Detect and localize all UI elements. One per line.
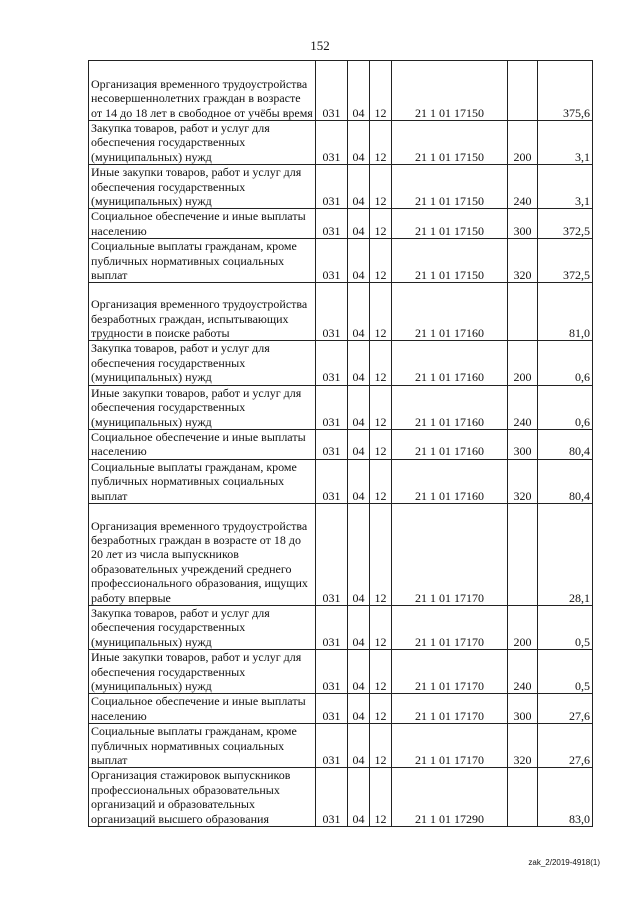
expense-type-cell <box>508 61 538 121</box>
table-row <box>89 121 593 165</box>
expense-name-cell: Организация временного трудоустройства несовершеннолетних граждан в возрасте от 14 до 18 лет в свободное от учёбы время <box>89 61 316 121</box>
expense-name-cell: Социальные выплаты гражданам, кроме публичных нормативных социальных выплат <box>89 239 316 283</box>
expense-type-cell <box>508 768 538 827</box>
section-code-cell: 04 <box>348 209 370 239</box>
target-article-cell: 21 1 01 17150 <box>392 121 508 165</box>
ministry-code-cell: 031 <box>316 165 348 209</box>
subsection-code-cell: 12 <box>370 650 392 694</box>
target-article-cell: 21 1 01 17290 <box>392 768 508 827</box>
target-article-cell: 21 1 01 17160 <box>392 283 508 341</box>
ministry-code-cell: 031 <box>316 724 348 768</box>
section-code-cell: 04 <box>348 694 370 724</box>
subsection-code-cell: 12 <box>370 61 392 121</box>
subsection-code-cell: 12 <box>370 165 392 209</box>
ministry-code-cell: 031 <box>316 503 348 605</box>
subsection-code-cell: 12 <box>370 239 392 283</box>
subsection-code-cell: 12 <box>370 768 392 827</box>
amount-cell: 0,6 <box>538 385 593 429</box>
amount-cell: 80,4 <box>538 459 593 503</box>
target-article-cell: 21 1 01 17150 <box>392 239 508 283</box>
expense-type-cell: 320 <box>508 459 538 503</box>
expense-type-cell: 300 <box>508 694 538 724</box>
ministry-code-cell: 031 <box>316 768 348 827</box>
target-article-cell: 21 1 01 17170 <box>392 503 508 605</box>
section-code-cell: 04 <box>348 724 370 768</box>
ministry-code-cell: 031 <box>316 429 348 459</box>
amount-cell: 81,0 <box>538 283 593 341</box>
expense-name-cell: Организация временного трудоустройства безработных граждан в возрасте от 18 до 20 лет из числа выпускников образовательных учреждений среднего профессионального образования, ищущих работу впервые <box>89 503 316 605</box>
expense-name-cell: Закупка товаров, работ и услуг для обеспечения государственных (муниципальных) нужд <box>89 341 316 385</box>
amount-cell: 27,6 <box>538 724 593 768</box>
expense-name-cell: Иные закупки товаров, работ и услуг для обеспечения государственных (муниципальных) нужд <box>89 650 316 694</box>
section-code-cell: 04 <box>348 385 370 429</box>
subsection-code-cell: 12 <box>370 605 392 649</box>
expense-name-cell: Социальные выплаты гражданам, кроме публичных нормативных социальных выплат <box>89 724 316 768</box>
amount-cell: 375,6 <box>538 61 593 121</box>
table-row <box>89 503 593 605</box>
section-code-cell: 04 <box>348 61 370 121</box>
amount-cell: 3,1 <box>538 121 593 165</box>
expense-name-cell: Иные закупки товаров, работ и услуг для обеспечения государственных (муниципальных) нужд <box>89 385 316 429</box>
target-article-cell: 21 1 01 17150 <box>392 165 508 209</box>
expense-type-cell: 240 <box>508 165 538 209</box>
amount-cell: 28,1 <box>538 503 593 605</box>
expense-name-cell: Социальное обеспечение и иные выплаты населению <box>89 209 316 239</box>
table-row <box>89 429 593 459</box>
section-code-cell: 04 <box>348 503 370 605</box>
table-row <box>89 283 593 341</box>
amount-cell: 0,5 <box>538 650 593 694</box>
subsection-code-cell: 12 <box>370 283 392 341</box>
table-row <box>89 341 593 385</box>
table-row <box>89 209 593 239</box>
amount-cell: 3,1 <box>538 165 593 209</box>
expense-name-cell: Закупка товаров, работ и услуг для обеспечения государственных (муниципальных) нужд <box>89 605 316 649</box>
section-code-cell: 04 <box>348 121 370 165</box>
table-row <box>89 650 593 694</box>
ministry-code-cell: 031 <box>316 385 348 429</box>
table-row <box>89 768 593 827</box>
expense-name-cell: Иные закупки товаров, работ и услуг для обеспечения государственных (муниципальных) нужд <box>89 165 316 209</box>
ministry-code-cell: 031 <box>316 283 348 341</box>
expense-name-cell: Социальное обеспечение и иные выплаты населению <box>89 694 316 724</box>
target-article-cell: 21 1 01 17150 <box>392 61 508 121</box>
expense-type-cell: 300 <box>508 209 538 239</box>
section-code-cell: 04 <box>348 459 370 503</box>
ministry-code-cell: 031 <box>316 209 348 239</box>
target-article-cell: 21 1 01 17150 <box>392 209 508 239</box>
amount-cell: 0,6 <box>538 341 593 385</box>
table-row <box>89 165 593 209</box>
ministry-code-cell: 031 <box>316 341 348 385</box>
budget-table <box>88 60 593 827</box>
section-code-cell: 04 <box>348 650 370 694</box>
subsection-code-cell: 12 <box>370 385 392 429</box>
subsection-code-cell: 12 <box>370 429 392 459</box>
expense-name-cell: Организация временного трудоустройства безработных граждан, испытывающих трудности в поиске работы <box>89 283 316 341</box>
table-row <box>89 605 593 649</box>
amount-cell: 372,5 <box>538 209 593 239</box>
target-article-cell: 21 1 01 17170 <box>392 650 508 694</box>
target-article-cell: 21 1 01 17170 <box>392 694 508 724</box>
expense-name-cell: Социальные выплаты гражданам, кроме публичных нормативных социальных выплат <box>89 459 316 503</box>
table-row <box>89 724 593 768</box>
section-code-cell: 04 <box>348 429 370 459</box>
table-row <box>89 694 593 724</box>
subsection-code-cell: 12 <box>370 724 392 768</box>
amount-cell: 80,4 <box>538 429 593 459</box>
amount-cell: 83,0 <box>538 768 593 827</box>
amount-cell: 372,5 <box>538 239 593 283</box>
table-row <box>89 385 593 429</box>
amount-cell: 0,5 <box>538 605 593 649</box>
ministry-code-cell: 031 <box>316 694 348 724</box>
page-number: 152 <box>310 38 330 53</box>
section-code-cell: 04 <box>348 605 370 649</box>
target-article-cell: 21 1 01 17160 <box>392 459 508 503</box>
amount-cell: 27,6 <box>538 694 593 724</box>
expense-name-cell: Закупка товаров, работ и услуг для обеспечения государственных (муниципальных) нужд <box>89 121 316 165</box>
expense-type-cell: 200 <box>508 605 538 649</box>
subsection-code-cell: 12 <box>370 459 392 503</box>
section-code-cell: 04 <box>348 165 370 209</box>
target-article-cell: 21 1 01 17160 <box>392 429 508 459</box>
expense-type-cell: 320 <box>508 239 538 283</box>
subsection-code-cell: 12 <box>370 341 392 385</box>
section-code-cell: 04 <box>348 768 370 827</box>
section-code-cell: 04 <box>348 283 370 341</box>
expense-name-cell: Социальное обеспечение и иные выплаты населению <box>89 429 316 459</box>
expense-type-cell: 200 <box>508 121 538 165</box>
section-code-cell: 04 <box>348 341 370 385</box>
ministry-code-cell: 031 <box>316 459 348 503</box>
subsection-code-cell: 12 <box>370 694 392 724</box>
table-row <box>89 239 593 283</box>
expense-type-cell <box>508 503 538 605</box>
table-row <box>89 459 593 503</box>
target-article-cell: 21 1 01 17160 <box>392 385 508 429</box>
expense-type-cell: 240 <box>508 385 538 429</box>
subsection-code-cell: 12 <box>370 503 392 605</box>
section-code-cell: 04 <box>348 239 370 283</box>
target-article-cell: 21 1 01 17170 <box>392 605 508 649</box>
subsection-code-cell: 12 <box>370 209 392 239</box>
target-article-cell: 21 1 01 17160 <box>392 341 508 385</box>
expense-type-cell: 320 <box>508 724 538 768</box>
table-row <box>89 61 593 121</box>
ministry-code-cell: 031 <box>316 121 348 165</box>
ministry-code-cell: 031 <box>316 239 348 283</box>
ministry-code-cell: 031 <box>316 605 348 649</box>
subsection-code-cell: 12 <box>370 121 392 165</box>
expense-type-cell <box>508 283 538 341</box>
document-footer-code: zak_2/2019-4918(1) <box>528 858 600 867</box>
ministry-code-cell: 031 <box>316 650 348 694</box>
expense-type-cell: 200 <box>508 341 538 385</box>
expense-name-cell: Организация стажировок выпускников профессиональных образовательных организаций и образовательных организаций высшего образования <box>89 768 316 827</box>
expense-type-cell: 240 <box>508 650 538 694</box>
target-article-cell: 21 1 01 17170 <box>392 724 508 768</box>
expense-type-cell: 300 <box>508 429 538 459</box>
ministry-code-cell: 031 <box>316 61 348 121</box>
